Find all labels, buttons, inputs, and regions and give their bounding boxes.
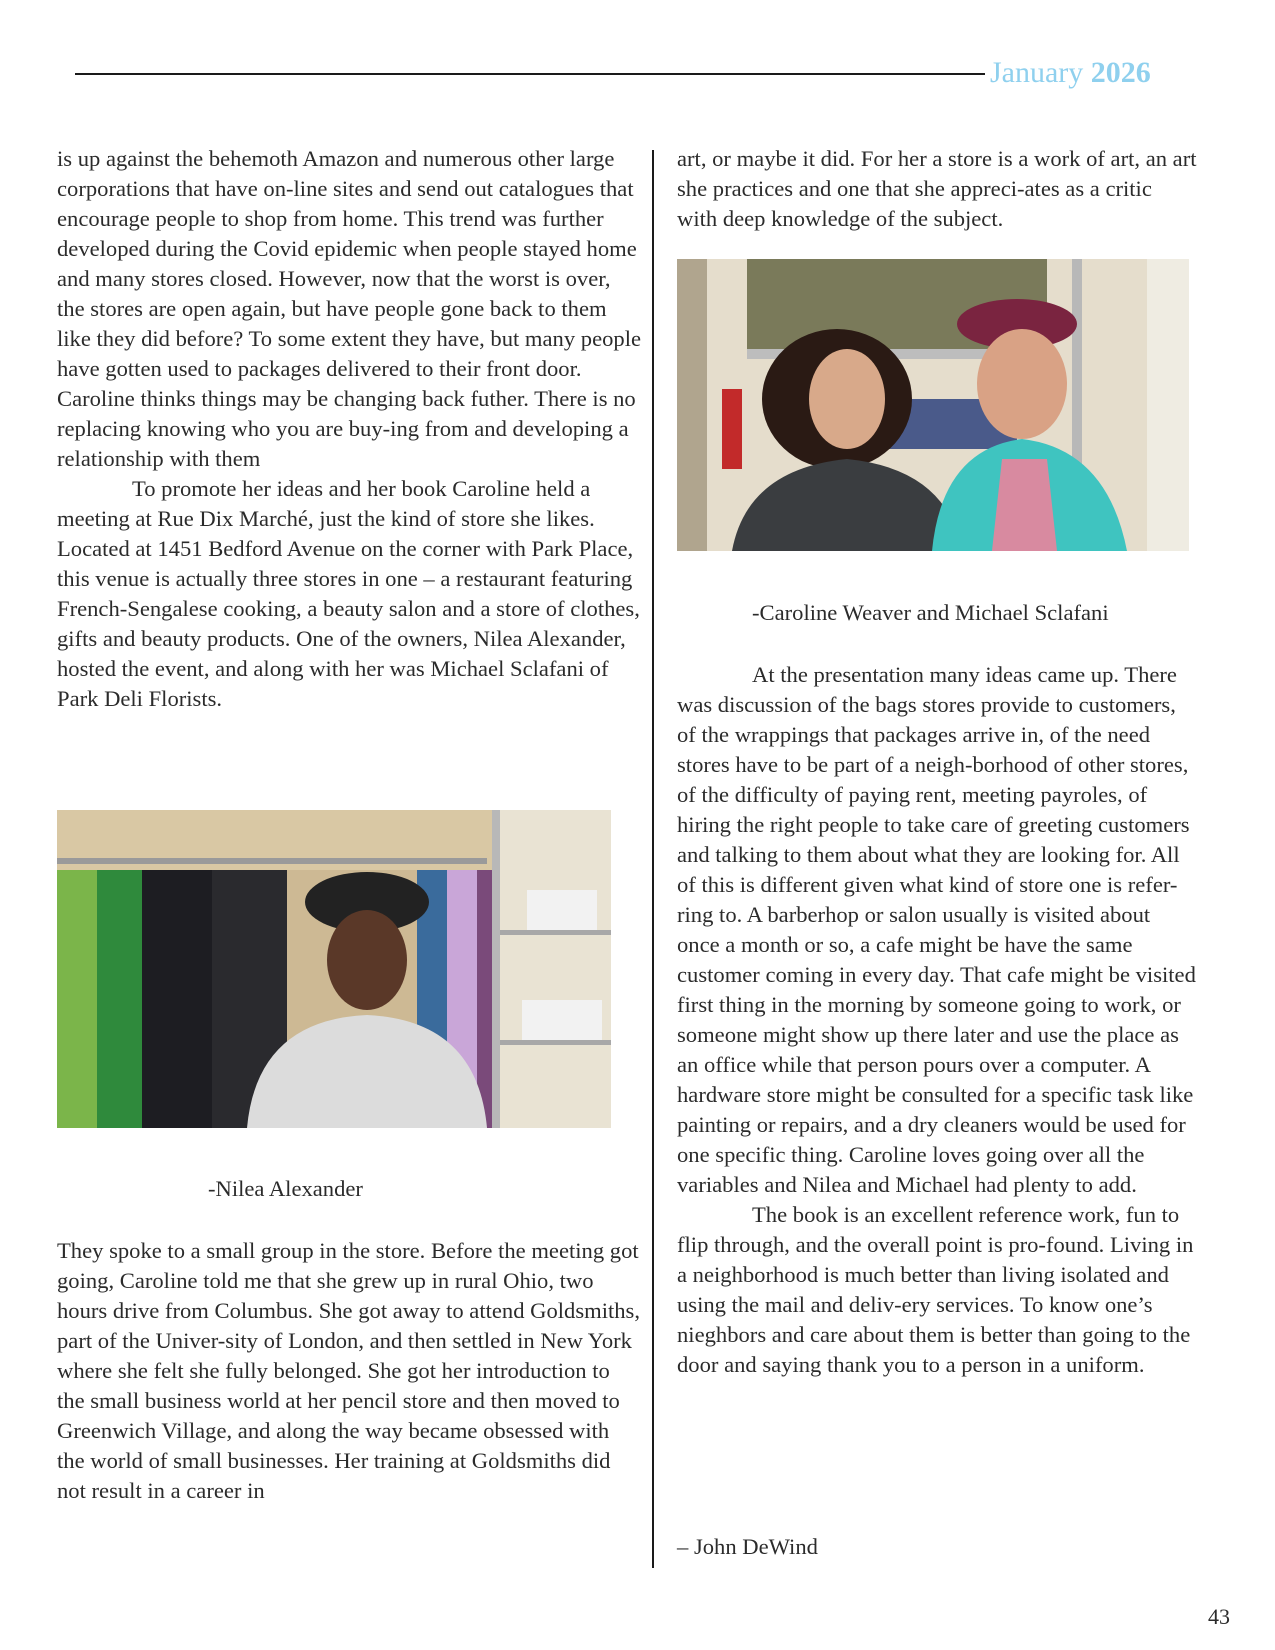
author-signature: – John DeWind xyxy=(677,1534,818,1559)
left-column-text xyxy=(57,144,642,714)
issue-year: 2026 xyxy=(1090,56,1151,89)
photo-nilea-alexander xyxy=(57,810,611,1128)
issue-month: January xyxy=(990,56,1084,89)
left-column-continuation xyxy=(57,1236,642,1506)
photo-caption: -Caroline Weaver and Michael Sclafani xyxy=(752,600,1109,625)
right-column-text xyxy=(677,660,1197,1380)
header-rule xyxy=(75,73,985,75)
paragraph: To promote her ideas and her book Caroline held a meeting at Rue Dix Marché, just the kind of store she likes. Located at 1451 Bedford Avenue on the corner with Park Place, this venue is actually three stores in one – a restaurant featuring French-Sengalese cooking, a beauty salon and a store of clothes, gifts and beauty products. One of the owners, Nilea Alexander, hosted the event, and along with her was Michael Sclafani of Park Deli Florists. xyxy=(57,476,640,711)
photo-caption: -Nilea Alexander xyxy=(208,1176,363,1201)
column-divider xyxy=(652,150,654,1568)
paragraph: At the presentation many ideas came up. There was discussion of the bags stores provide to customers, of the wrappings that packages arrive in, of the need stores have to be part of a neigh-borhood of other stores, of the difficulty of paying rent, meeting payroles, of hiring the right people to take care of greeting customers and talking to them about what they are looking for. All of this is different given what kind of store one is refer-ring to. A barberhop or salon usually is visited about once a month or so, a cafe might be have the same customer coming in every day. That cafe might be visited first thing in the morning by someone going to work, or someone might show up there later and use the place as an office while that person pours over a computer. A hardware store might be consulted for a specific task like painting or repairs, and a dry cleaners would be used for one specific thing. Caroline loves going over all the variables and Nilea and Michael had plenty to add. xyxy=(677,662,1196,1197)
paragraph: art, or maybe it did. For her a store is a work of art, an art she practices and one that she appreci-ates as a critic with deep knowledge of the subject. xyxy=(677,146,1197,231)
right-column-intro xyxy=(677,144,1197,234)
issue-date xyxy=(990,56,1151,90)
page-number: 43 xyxy=(1208,1604,1230,1629)
paragraph: is up against the behemoth Amazon and numerous other large corporations that have on-line sites and send out catalogues that encourage people to shop from home. This trend was further developed during the Covid epidemic when people stayed home and many stores closed. However, now that the worst is over, the stores are open again, but have people gone back to them like they did before? To some extent they have, but many people have gotten used to packages delivered to their front door. Caroline thinks things may be changing back futher. There is no replacing knowing who you are buy-ing from and developing a relationship with them xyxy=(57,146,642,471)
paragraph: The book is an excellent reference work, fun to flip through, and the overall point is pro-found. Living in a neighborhood is much better than living isolated and using the mail and deliv-ery services. To know one’s nieghbors and care about them is better than going to the door and saying thank you to a person in a uniform. xyxy=(677,1202,1194,1377)
paragraph: They spoke to a small group in the store. Before the meeting got going, Caroline told me that she grew up in rural Ohio, two hours drive from Columbus. She got away to attend Goldsmiths, part of the Univer-sity of London, and then settled in New York where she felt she fully belonged. She got her introduction to the small business world at her pencil store and then moved to Greenwich Village, and along the way became obsessed with the world of small businesses. Her training at Goldsmiths did not result in a career in xyxy=(57,1238,640,1503)
photo-caroline-and-michael xyxy=(677,259,1189,551)
